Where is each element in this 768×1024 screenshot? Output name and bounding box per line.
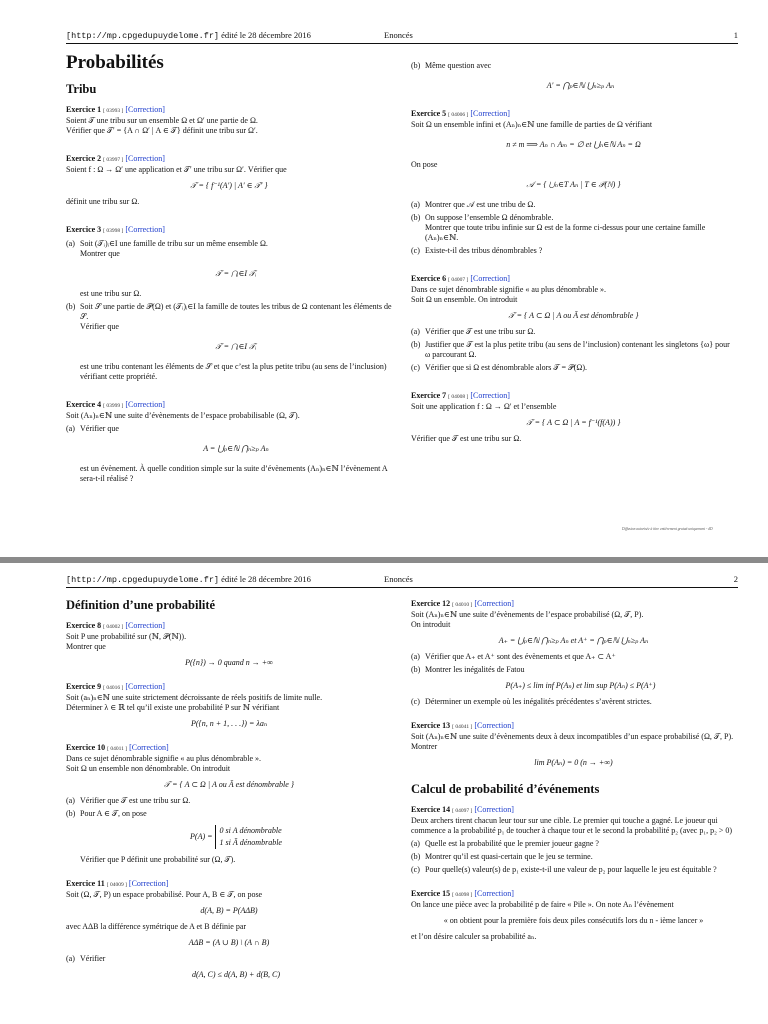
header-url[interactable]: [http://mp.cpgedupuydelome.fr] xyxy=(66,31,220,41)
right-column xyxy=(411,599,736,960)
question-label: (c) xyxy=(411,363,420,372)
text-line: Soit (𝒯ᵢ)ᵢ∈I une famille de tribu sur un même ensemble Ω. xyxy=(80,239,268,248)
question-label: (c) xyxy=(411,246,420,255)
question-label: (a) xyxy=(411,327,420,336)
text-line: Soit (Aₙ)ₙ∈ℕ une suite d’évènements de l’espace probabilisable (Ω, 𝒯). xyxy=(66,411,300,420)
text-line: définit une tribu sur Ω. xyxy=(66,197,140,206)
text-line: Quelle est la probabilité que le premier joueur gagne ? xyxy=(425,839,599,848)
exercise-code: [ 04009 ] xyxy=(106,882,127,888)
text-line: Soit Ω un ensemble. On introduit xyxy=(411,295,518,304)
exercise-title: Exercice 11 xyxy=(66,879,105,888)
question-a xyxy=(411,652,736,662)
text-line: Montrer que xyxy=(80,249,120,258)
text-line: Vérifier xyxy=(80,954,106,963)
question-b xyxy=(411,665,736,691)
text-line: Existe-t-il des tribus dénombrables ? xyxy=(425,246,543,255)
exercise-1 xyxy=(66,105,392,136)
correction-link[interactable]: [Correction] xyxy=(125,225,165,234)
question-a xyxy=(411,200,736,210)
section-title: Tribu xyxy=(66,82,97,96)
correction-link[interactable]: [Correction] xyxy=(474,721,514,730)
text-line: Vérifier que 𝒯 est une tribu sur Ω. xyxy=(425,327,536,336)
question-a xyxy=(411,327,736,337)
exercise-4 xyxy=(66,400,392,484)
text-line: Soient 𝒯 une tribu sur un ensemble Ω et Ω′ une partie de Ω. xyxy=(66,116,258,125)
text-line: Soit une application f : Ω → Ω′ et l’ensemble xyxy=(411,402,557,411)
question-b xyxy=(66,809,392,865)
question-label: (b) xyxy=(411,213,421,222)
equation: P({n, n + 1, . . .}) = λaₙ xyxy=(190,719,268,728)
exercise-code: [ 04010 ] xyxy=(452,602,473,608)
text-line: Soit Ω un ensemble non dénombrable. On introduit xyxy=(66,764,231,773)
exercise-title: Exercice 1 xyxy=(66,105,102,114)
text-line: Soit (aₙ)ₙ∈ℕ une suite strictement décroissante de réels positifs de limite nulle. xyxy=(66,693,323,702)
text-line: Soit (Aₙ)ₙ∈ℕ une suite d’évènements de l’espace probabilisé (Ω, 𝒯, P). xyxy=(411,610,644,619)
page-header xyxy=(66,30,738,44)
exercise-title: Exercice 10 xyxy=(66,743,106,752)
correction-link[interactable]: [Correction] xyxy=(125,154,165,163)
left-column xyxy=(66,52,392,502)
exercise-code: [ 04007 ] xyxy=(448,277,469,283)
text-line: est une tribu contenant les éléments de 𝒮 et que c’est la plus petite tribu (au sens de l’inclusion) vérifiant cette propriété. xyxy=(80,362,387,381)
question-label: (c) xyxy=(411,865,420,874)
text-line: Vérifier que A₊ et A⁺ sont des évènements et que A₊ ⊂ A⁺ xyxy=(425,652,616,661)
text-line: est une tribu sur Ω. xyxy=(80,289,142,298)
header-url[interactable]: [http://mp.cpgedupuydelome.fr] xyxy=(66,575,220,585)
equation: 𝒯 = { f⁻¹(A′) | A′ ∈ 𝒯′ } xyxy=(190,181,268,190)
right-column xyxy=(411,58,736,462)
text-line: Montrer que 𝒜 est une tribu de Ω. xyxy=(425,200,536,209)
question-c xyxy=(411,697,736,707)
text-line: Vérifier que xyxy=(80,322,119,331)
piecewise-equation xyxy=(80,825,392,849)
page-header xyxy=(66,574,738,588)
equation: P(A₊) ≤ lim inf P(Aₙ) et lim sup P(Aₙ) ≤ P(A⁺) xyxy=(505,681,656,690)
exercise-8 xyxy=(66,621,392,668)
text-line: Montrer les inégalités de Fatou xyxy=(425,665,525,674)
equation: 𝒯 = { A ⊂ Ω | A ou Ā est dénombrable } xyxy=(508,311,639,320)
question-b xyxy=(411,213,736,243)
exercise-code: [ 03997 ] xyxy=(103,157,124,163)
header-edit-date: édité le 28 décembre 2016 xyxy=(219,30,311,40)
exercise-code: [ 04006 ] xyxy=(448,112,469,118)
exercise-title: Exercice 2 xyxy=(66,154,102,163)
exercise-12 xyxy=(411,599,736,707)
text-line: On introduit xyxy=(411,620,451,629)
exercise-6 xyxy=(411,274,736,373)
text-line: Montrer que xyxy=(66,642,106,651)
equation: 𝒯 = ⋂ᵢ∈I 𝒯ᵢ xyxy=(215,342,257,351)
text-line: Montrer que toute tribu infinie sur Ω est de la forme ci-dessus pour une certaine famille (Aₙ)ₙ∈ℕ. xyxy=(425,223,706,242)
text-line: est un évènement. À quelle condition simple sur la suite d’évènements (Aₙ)ₙ∈ℕ l’évènement A sera-t-il réalisé ? xyxy=(80,464,388,483)
exercise-title: Exercice 8 xyxy=(66,621,102,630)
question-label: (b) xyxy=(411,340,421,349)
exercise-title: Exercice 6 xyxy=(411,274,447,283)
correction-link[interactable]: [Correction] xyxy=(125,682,165,691)
text-line: On pose xyxy=(411,160,438,169)
exercise-title: Exercice 15 xyxy=(411,889,451,898)
equation: d(A, C) ≤ d(A, B) + d(B, C) xyxy=(192,970,280,979)
header-edit-date: édité le 28 décembre 2016 xyxy=(219,574,311,584)
exercise-title: Exercice 5 xyxy=(411,109,447,118)
question-c xyxy=(411,246,736,256)
question-label: (a) xyxy=(411,839,420,848)
question-c xyxy=(411,865,736,875)
question-a xyxy=(66,424,392,484)
piecewise-cases xyxy=(215,825,282,849)
equation: 𝒯 = { A ⊂ Ω | A ou Ā est dénombrable } xyxy=(164,780,294,789)
text-line: avec AΔB la différence symétrique de A et B définie par xyxy=(66,922,247,931)
exercise-9 xyxy=(66,682,392,729)
text-line: Soit 𝒮 une partie de 𝒫(Ω) et (𝒯ᵢ)ᵢ∈I la famille de toutes les tribus de Ω contenant les éléments de 𝒮. xyxy=(80,302,392,321)
text-line: Dans ce sujet dénombrable signifie « au plus dénombrable ». xyxy=(66,754,262,763)
exercise-14 xyxy=(411,805,736,875)
text-line: Montrer qu’il est quasi-certain que le jeu se termine. xyxy=(425,852,593,861)
header-center: Enoncés xyxy=(384,30,413,40)
section-title: Calcul de probabilité d’événements xyxy=(411,782,600,796)
correction-link[interactable]: [Correction] xyxy=(474,599,514,608)
question-label: (a) xyxy=(66,239,75,248)
equation: AΔB = (A ∪ B) \ (A ∩ B) xyxy=(188,938,270,947)
case-0: 0 si A dénombrable xyxy=(219,826,282,835)
footnote: Diffusion autorisée à titre entièrement gratuit uniquement - dD xyxy=(622,527,713,531)
text-line: Soit (Aₙ)ₙ∈ℕ une suite d’évènements deux à deux incompatibles d’un espace probabilisé (Ω, 𝒯, P). Montrer xyxy=(411,732,734,751)
equation: n ≠ m ⟹ Aₙ ∩ Aₘ = ∅ et ⋃ₙ∈ℕ Aₙ = Ω xyxy=(506,140,641,149)
text-line: Soit P une probabilité sur (ℕ, 𝒫(ℕ)). xyxy=(66,632,187,641)
exercise-title: Exercice 9 xyxy=(66,682,102,691)
exercise-code: [ 03999 ] xyxy=(103,403,124,409)
equation: A′ = ⋂ₚ∈ℕ ⋃ₙ≥ₚ Aₙ xyxy=(546,81,615,90)
section-title: Définition d’une probabilité xyxy=(66,598,216,612)
left-column xyxy=(66,598,392,998)
question-label: (c) xyxy=(411,697,420,706)
page-title: Probabilités xyxy=(66,52,164,73)
question-label: (a) xyxy=(66,954,75,963)
correction-link[interactable]: [Correction] xyxy=(470,391,510,400)
exercise-code: [ 03993 ] xyxy=(103,108,124,114)
exercise-title: Exercice 7 xyxy=(411,391,447,400)
correction-link[interactable]: [Correction] xyxy=(125,400,165,409)
header-center: Enoncés xyxy=(384,574,413,584)
text-line: Soit (Ω, 𝒯, P) un espace probabilisé. Pour A, B ∈ 𝒯, on pose xyxy=(66,890,263,899)
text-line: Vérifier que xyxy=(80,424,119,433)
text-line: Déterminer λ ∈ ℝ tel qu’il existe une probabilité P sur ℕ vérifiant xyxy=(66,703,280,712)
text-line: Vérifier que 𝒯 est une tribu sur Ω. xyxy=(80,796,191,805)
exercise-code: [ 04011 ] xyxy=(107,746,128,752)
exercise-title: Exercice 3 xyxy=(66,225,102,234)
text-line: Pour A ∈ 𝒯, on pose xyxy=(80,809,147,818)
exercise-code: [ 04002 ] xyxy=(103,624,124,630)
exercise-7 xyxy=(411,391,736,444)
equation: A₊ = ⋃ₚ∈ℕ ⋂ₙ≥ₚ Aₙ et A⁺ = ⋂ₚ∈ℕ ⋃ₙ≥ₚ Aₙ xyxy=(498,636,649,645)
exercise-10 xyxy=(66,743,392,865)
question-a xyxy=(66,954,392,980)
text-line: Vérifier que 𝒯 est une tribu sur Ω. xyxy=(411,434,522,443)
page-2 xyxy=(0,563,768,1024)
question-label: (a) xyxy=(66,424,75,433)
text-line: Même question avec xyxy=(425,61,492,70)
text-line: On suppose l’ensemble Ω dénombrable. xyxy=(425,213,554,222)
exercise-title: Exercice 4 xyxy=(66,400,102,409)
exercise-3 xyxy=(66,225,392,382)
text-line: Dans ce sujet dénombrable signifie « au plus dénombrable ». xyxy=(411,285,607,294)
text-line: Déterminer un exemple où les inégalités précédentes s’avèrent strictes. xyxy=(425,697,652,706)
piecewise-lhs: P(A) = xyxy=(190,831,213,841)
text-line: Justifier que 𝒯 est la plus petite tribu (au sens de l’inclusion) contenant les singletons {ω} pour ω parcourant Ω. xyxy=(425,340,730,359)
correction-link[interactable]: [Correction] xyxy=(470,109,510,118)
question-label: (a) xyxy=(411,652,420,661)
exercise-title: Exercice 14 xyxy=(411,805,451,814)
question-b xyxy=(411,852,736,862)
exercise-code: [ 04097 ] xyxy=(452,808,473,814)
exercise-2 xyxy=(66,154,392,207)
equation: 𝒯 = ⋂ᵢ∈I 𝒯ᵢ xyxy=(215,269,257,278)
exercise-4-continued xyxy=(411,61,736,91)
question-c xyxy=(411,363,736,373)
text-line: Pour quelle(s) valeur(s) de p₁ existe-t-il une valeur de p₂ pour laquelle le jeu est équitable ? xyxy=(425,865,717,874)
correction-link[interactable]: [Correction] xyxy=(470,274,510,283)
correction-link[interactable]: [Correction] xyxy=(125,621,165,630)
exercise-code: [ 04041 ] xyxy=(452,724,473,730)
exercise-code: [ 04098 ] xyxy=(452,892,473,898)
correction-link[interactable]: [Correction] xyxy=(474,805,514,814)
correction-link[interactable]: [Correction] xyxy=(474,889,514,898)
exercise-title: Exercice 13 xyxy=(411,721,451,730)
equation: A = ⋃ₚ∈ℕ ⋂ₙ≥ₚ Aₙ xyxy=(203,444,269,453)
question-b xyxy=(411,340,736,360)
header-page-number: 2 xyxy=(733,574,738,584)
exercise-code: [ 04008 ] xyxy=(448,394,469,400)
text-line: Soit Ω un ensemble infini et (Aₙ)ₙ∈ℕ une famille de parties de Ω vérifiant xyxy=(411,120,653,129)
question-label: (b) xyxy=(66,302,76,311)
exercise-11 xyxy=(66,879,392,980)
text-line: Soient f : Ω → Ω′ une application et 𝒯′ une tribu sur Ω′. Vérifier que xyxy=(66,165,287,174)
equation: lim P(Aₙ) = 0 (n → +∞) xyxy=(534,758,613,767)
exercise-code: [ 03998 ] xyxy=(103,228,124,234)
text-line: Vérifier que 𝒯′ = {A ∩ Ω′ | A ∈ 𝒯} définit une tribu sur Ω′. xyxy=(66,126,258,135)
correction-link[interactable]: [Correction] xyxy=(125,105,165,114)
equation: 𝒜 = { ⋃ₙ∈T Aₙ | T ∈ 𝒫(ℕ) } xyxy=(526,180,621,189)
text-line: Vérifier que si Ω est dénombrable alors 𝒯 = 𝒫(Ω). xyxy=(425,363,588,372)
text-line: On lance une pièce avec la probabilité p de faire « Pile ». On note Aₙ l’évènement xyxy=(411,900,674,909)
text-line: et l’on désire calculer sa probabilité aₙ. xyxy=(411,932,537,941)
exercise-13 xyxy=(411,721,736,768)
text-line: Vérifier que P définit une probabilité sur (Ω, 𝒯). xyxy=(80,855,236,864)
equation: P({n}) → 0 quand n → +∞ xyxy=(185,658,273,667)
question-a xyxy=(66,796,392,806)
equation: 𝒯 = { A ⊂ Ω | A = f⁻¹(f(A)) } xyxy=(526,418,621,427)
question-label: (b) xyxy=(66,809,76,818)
question-label: (b) xyxy=(411,61,421,70)
question-label: (b) xyxy=(411,852,421,861)
quote-line: « on obtient pour la première fois deux piles consécutifs lors du n - ième lancer » xyxy=(443,916,704,925)
question-label: (a) xyxy=(411,200,420,209)
question-b xyxy=(411,61,736,91)
header-page-number: 1 xyxy=(733,30,738,40)
exercise-15 xyxy=(411,889,736,942)
exercise-title: Exercice 12 xyxy=(411,599,451,608)
question-a xyxy=(66,239,392,299)
correction-link[interactable]: [Correction] xyxy=(128,879,169,888)
text-line: Deux archers tirent chacun leur tour sur une cible. Le premier qui touche a gagné. Le joueur qui commence a la probabilité p₁ de toucher à chaque tour et le second la probabilité p₂ (avec p₁, p₂ > 0) xyxy=(411,816,733,835)
question-label: (a) xyxy=(66,796,75,805)
case-1: 1 si Ā dénombrable xyxy=(219,838,282,847)
equation: d(A, B) = P(AΔB) xyxy=(200,906,258,915)
question-label: (b) xyxy=(411,665,421,674)
exercise-code: [ 04016 ] xyxy=(103,685,124,691)
question-a xyxy=(411,839,736,849)
correction-link[interactable]: [Correction] xyxy=(129,743,169,752)
question-b xyxy=(66,302,392,382)
exercise-5 xyxy=(411,109,736,256)
